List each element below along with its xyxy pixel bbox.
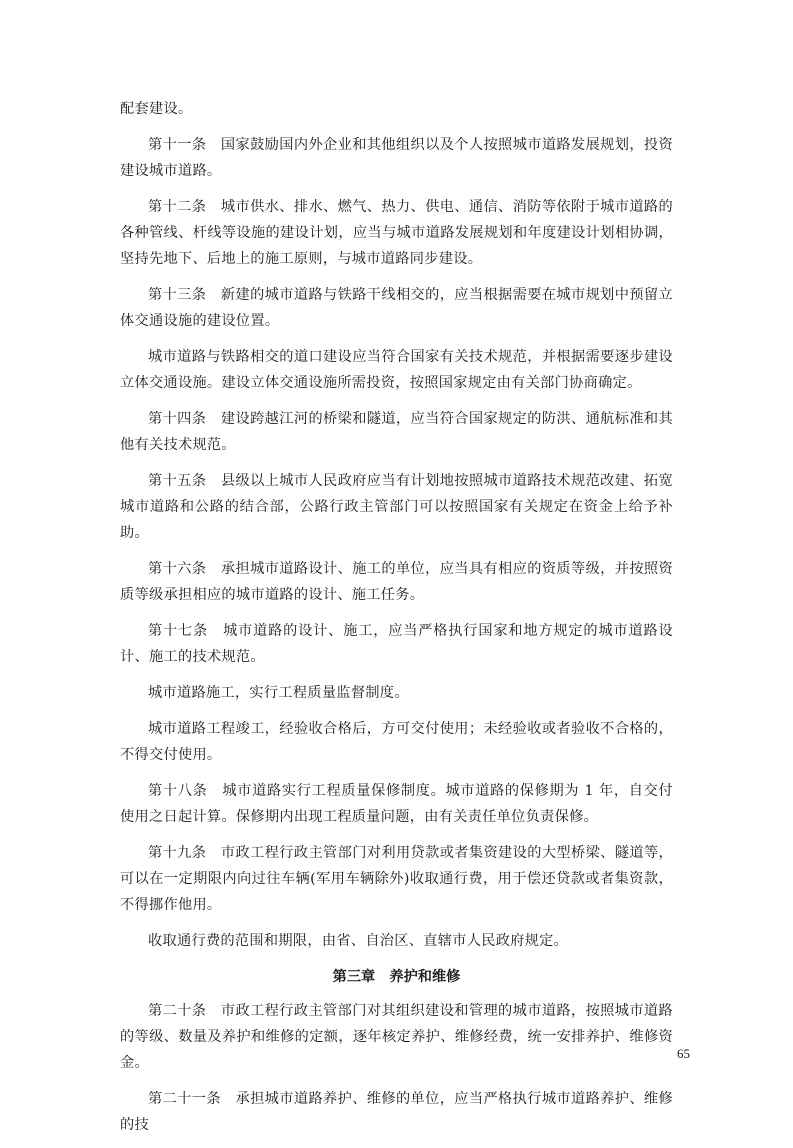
article-12: 第十二条 城市供水、排水、燃气、热力、供电、通信、消防等依附于城市道路的各种管线、杆线等设施的建设计划，应当与城市道路发展规划和年度建设计划相协调，坚持先地下、后地上的施工原则，与城市道路同步建设。 bbox=[120, 199, 673, 267]
article-19-clause-2: 收取通行费的范围和期限，由省、自治区、直辖市人民政府规定。 bbox=[148, 933, 569, 949]
article-17-clause-3: 城市道路工程竣工，经验收合格后，方可交付使用；未经验收或者验收不合格的，不得交付使用。 bbox=[120, 721, 673, 763]
document-body bbox=[120, 96, 673, 1148]
article-17-clause-2: 城市道路施工，实行工程质量监督制度。 bbox=[148, 685, 409, 701]
article-15: 第十五条 县级以上城市人民政府应当有计划地按照城市道路技术规范改建、拓宽城市道路和公路的结合部，公路行政主管部门可以按照国家有关规定在资金上给予补助。 bbox=[120, 473, 673, 541]
paragraph-continuation: 配套建设。 bbox=[120, 101, 193, 117]
article-17: 第十七条 城市道路的设计、施工，应当严格执行国家和地方规定的城市道路设计、施工的技术规范。 bbox=[120, 623, 673, 665]
article-14: 第十四条 建设跨越江河的桥梁和隧道，应当符合国家规定的防洪、通航标准和其他有关技术规范。 bbox=[120, 411, 673, 453]
article-19: 第十九条 市政工程行政主管部门对利用贷款或者集资建设的大型桥梁、隧道等，可以在一定期限内向过往车辆(军用车辆除外)收取通行费，用于偿还贷款或者集资款，不得挪作他用。 bbox=[120, 845, 673, 913]
chapter-heading: 第三章 养护和维修 bbox=[332, 969, 461, 985]
article-13-clause-2: 城市道路与铁路相交的道口建设应当符合国家有关技术规范，并根据需要逐步建设立体交通设施。建设立体交通设施所需投资，按照国家规定由有关部门协商确定。 bbox=[120, 349, 673, 391]
article-21: 第二十一条 承担城市道路养护、维修的单位，应当严格执行城市道路养护、维修的技 bbox=[120, 1091, 673, 1133]
article-16: 第十六条 承担城市道路设计、施工的单位，应当具有相应的资质等级，并按照资质等级承担相应的城市道路的设计、施工任务。 bbox=[120, 561, 673, 603]
article-11: 第十一条 国家鼓励国内外企业和其他组织以及个人按照城市道路发展规划，投资建设城市道路。 bbox=[120, 137, 673, 179]
article-20: 第二十条 市政工程行政主管部门对其组织建设和管理的城市道路，按照城市道路的等级、数量及养护和维修的定额，逐年核定养护、维修经费，统一安排养护、维修资金。 bbox=[120, 1003, 673, 1071]
article-18: 第十八条 城市道路实行工程质量保修制度。城市道路的保修期为 1 年，自交付使用之日起计算。保修期内出现工程质量问题，由有关责任单位负责保修。 bbox=[120, 783, 673, 825]
article-13: 第十三条 新建的城市道路与铁路干线相交的，应当根据需要在城市规划中预留立体交通设施的建设位置。 bbox=[120, 287, 673, 329]
page-number: 65 bbox=[677, 1046, 690, 1061]
